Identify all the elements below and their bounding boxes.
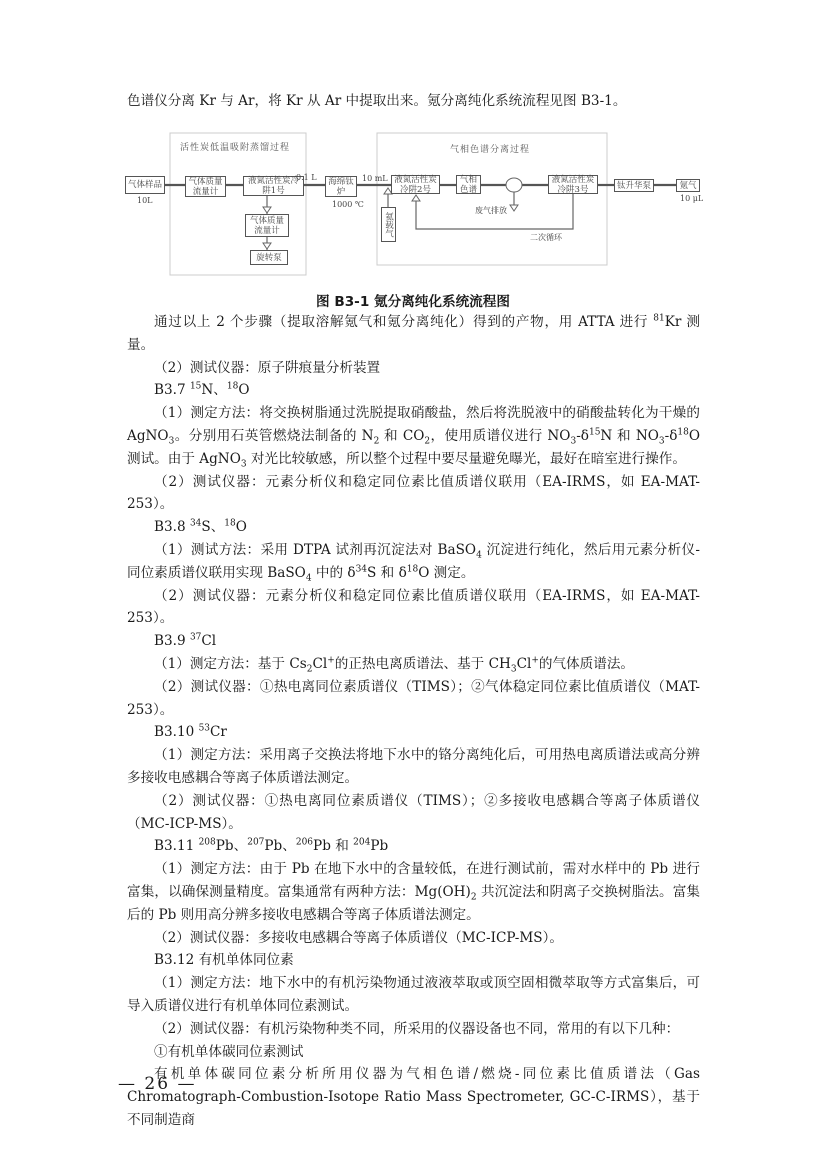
ti-furnace-box: 海绵钛炉	[325, 176, 357, 197]
figure-caption: 图 B3-1 氪分离纯化系统流程图	[316, 294, 510, 310]
paragraph	[127, 357, 700, 380]
paragraph	[127, 1018, 700, 1041]
separator-bulb	[506, 178, 522, 192]
volume-01-label: 0.1 L	[296, 173, 317, 182]
text-run: 的气体质谱法。	[538, 655, 635, 672]
paragraph	[127, 676, 700, 722]
paragraph	[127, 949, 700, 972]
paragraph	[127, 835, 700, 858]
diagram-lines	[0, 0, 826, 300]
text-run: 共沉淀法和阴离子交换树脂法。富集后的 Pb 则用高分辨多接收电感耦合等离子体质谱法测定。	[127, 883, 700, 923]
text-run: Pb、	[215, 838, 248, 855]
superscript: 15	[189, 381, 202, 392]
text-run: S、	[201, 519, 225, 536]
paragraph	[127, 858, 700, 926]
text-run: （1）测定方法：地下水中的有机污染物通过液液萃取或顶空固相微萃取等方式富集后，可导入质谱仪进行有机单体同位素测试。	[127, 975, 700, 1014]
text-run: O 测定。	[418, 564, 475, 581]
paragraph	[127, 1063, 700, 1131]
text-run: Pb 和	[313, 838, 354, 855]
subscript: 4	[476, 550, 482, 561]
text-run: S 和 δ	[367, 564, 407, 581]
subscript: 3	[658, 436, 665, 447]
text-run: ，使用质谱仪进行 NO	[430, 427, 571, 444]
superscript: +	[327, 655, 335, 666]
recycle-label: 二次循环	[530, 233, 562, 242]
text-run: -δ	[664, 427, 678, 444]
subscript: 4	[305, 573, 312, 584]
volume-10ml-label: 10 mL	[362, 174, 388, 183]
trap3-box: 液氮活性炭冷阱3号	[548, 175, 598, 194]
paragraph	[127, 744, 700, 790]
paragraph	[127, 790, 700, 836]
sample-volume: 10L	[137, 196, 153, 205]
text-run: Cl	[201, 633, 217, 650]
helium-box: 氦载气	[381, 207, 396, 242]
group-right-title: 气相色谱分离过程	[450, 145, 531, 155]
flowmeter1-box: 气体质量流量计	[185, 176, 226, 197]
text-run: Pb、	[264, 838, 296, 855]
flow-diagram	[0, 0, 826, 300]
superscript: 34	[355, 564, 368, 575]
subscript: 2	[373, 436, 380, 447]
subscript: 2	[306, 664, 313, 675]
paragraph	[127, 402, 700, 470]
text-run: （2）测试仪器：元素分析仪和稳定同位素比值质谱仪联用（EA-IRMS，如 EA-MAT-253）。	[127, 473, 700, 513]
paragraph	[127, 585, 700, 631]
text-run: N 和 NO	[600, 427, 659, 444]
paragraph	[127, 539, 700, 585]
paragraph	[127, 1041, 700, 1064]
superscript: 204	[353, 837, 371, 848]
krypton-box: 氪气	[676, 179, 700, 192]
superscript: 15	[588, 427, 601, 438]
superscript: 18	[224, 518, 236, 529]
superscript: +	[531, 655, 539, 666]
superscript: 81	[653, 313, 665, 324]
text-run: （2）测试仪器：原子阱痕量分析装置	[154, 359, 381, 376]
text-run: （2）测试仪器：元素分析仪和稳定同位素比值质谱仪联用（EA-IRMS，如 EA-MAT-253）。	[127, 587, 700, 627]
text-run: 。分别用石英管燃烧法制备的 N	[174, 427, 374, 444]
text-run: 的正热电离质谱法、基于 CH	[334, 655, 511, 672]
text-run: Pb	[370, 838, 389, 855]
text-run: B3.12 有机单体同位素	[154, 952, 294, 969]
flowmeter2-box: 气体质量流量计	[245, 214, 289, 237]
text-run: B3.8	[154, 519, 190, 536]
intro-paragraph: 色谱仪分离 Kr 与 Ar，将 Kr 从 Ar 中提取出来。氪分离纯化系统流程见图 B3-1。	[127, 93, 627, 109]
superscript: 18	[677, 427, 689, 438]
text-run: B3.9	[154, 633, 190, 650]
superscript: 18	[406, 564, 419, 575]
trap2-box: 液氮活性炭冷阱2号	[391, 175, 440, 194]
paragraph	[127, 972, 700, 1018]
text-run: （1）测定方法：基于 Cs	[154, 655, 307, 672]
subscript: 3	[240, 459, 247, 470]
group-left-title: 活性炭低温吸附蒸馏过程	[180, 143, 291, 153]
text-run: N、	[201, 382, 227, 399]
text-run: （1）测定方法：采用离子交换法将地下水中的铬分离纯化后，可用热电离质谱法或高分辨多接收电感耦合等离子体质谱法测定。	[127, 747, 700, 786]
subscript: 3	[570, 436, 577, 447]
paragraph	[127, 379, 700, 402]
text-run: Cl	[516, 655, 532, 672]
kr-volume: 10 μL	[680, 194, 704, 203]
text-run: （1）测试方法：采用 DTPA 试剂再沉淀法对 BaSO	[154, 541, 477, 558]
text-run: （2）测试仪器：多接收电感耦合等离子体质谱仪（MC-ICP-MS）。	[154, 929, 564, 946]
ti-pump-box: 钛升华泵	[614, 179, 654, 192]
superscript: 37	[189, 632, 202, 643]
superscript: 18	[226, 381, 239, 392]
paragraph	[127, 653, 700, 676]
superscript: 207	[247, 837, 265, 848]
text-run: 和 CO	[379, 427, 425, 444]
paragraph	[127, 927, 700, 950]
exhaust-label: 废气排放	[475, 206, 507, 215]
text-run: Cr	[210, 724, 227, 741]
body-text	[127, 311, 700, 1132]
text-run: -δ	[576, 427, 589, 444]
text-run: B3.10	[154, 724, 199, 741]
text-run: （2）测试仪器：有机污染物种类不同，所采用的仪器设备也不同，常用的有以下几种：	[154, 1020, 680, 1037]
trap1-box: 液氮活性炭冷阱1号	[243, 176, 304, 196]
superscript: 34	[189, 518, 202, 529]
paragraph	[127, 721, 700, 744]
text-run: （1）测定方法：将交换树脂通过洗脱提取硝酸盐，然后将洗脱液中的硝酸盐转化为干燥的 AgNO	[127, 405, 700, 444]
paragraph	[127, 311, 700, 357]
text-run: 有机单体碳同位素分析所用仪器为气相色谱/燃烧-同位素比值质谱法（Gas Chromatograph-Combustion-Isotope Ratio Mass Spectrometer, GC-C-IRMS），基于不同制造商	[127, 1066, 700, 1128]
text-run: O	[235, 519, 247, 536]
paragraph	[127, 471, 700, 517]
superscript: 53	[198, 723, 211, 734]
sample-box: 气体样品	[125, 176, 165, 194]
text-run: B3.11	[154, 838, 199, 855]
paragraph	[127, 516, 700, 539]
page-number: — 26 —	[118, 1074, 197, 1094]
rotary-pump-box: 旋转泵	[250, 250, 288, 265]
text-run: O	[238, 382, 250, 399]
text-run: B3.7	[154, 382, 190, 399]
furnace-temp: 1000 ℃	[332, 200, 364, 209]
subscript: 3	[168, 436, 175, 447]
superscript: 208	[198, 837, 216, 848]
text-run: 中的 δ	[311, 564, 356, 581]
subscript: 2	[424, 436, 431, 447]
text-run: 对光比较敏感，所以整个过程中要尽量避免曝光，最好在暗室进行操作。	[246, 450, 686, 467]
text-run: 通过以上 2 个步骤（提取溶解氪气和氪分离纯化）得到的产物，用 ATTA 进行	[154, 314, 654, 330]
subscript: 3	[510, 664, 517, 675]
superscript: 206	[295, 837, 314, 848]
text-run: （1）测定方法：由于 Pb 在地下水中的含量较低，在进行测试前，需对水样中的 Pb 进行富集，以确保测量精度。富集通常有两种方法：Mg(OH)	[127, 861, 700, 900]
text-run: O 测试。由于 AgNO	[127, 427, 700, 467]
text-run: 沉淀进行纯化，然后用元素分析仪-同位素质谱仪联用实现 BaSO	[127, 541, 700, 581]
text-run: （2）测试仪器：①热电离同位素质谱仪（TIMS）；②多接收电感耦合等离子体质谱仪（MC-ICP-MS）。	[127, 792, 700, 832]
text-run: ①有机单体碳同位素测试	[154, 1043, 304, 1060]
paragraph	[127, 630, 700, 653]
subscript: 2	[470, 892, 477, 903]
text-run: （2）测试仪器：①热电离同位素质谱仪（TIMS）；②气体稳定同位素比值质谱仪（MAT-253）。	[127, 678, 700, 718]
text-run: Cl	[312, 655, 328, 672]
text-run: Kr 测量。	[127, 314, 700, 353]
gc-box: 气相色谱	[456, 175, 481, 194]
